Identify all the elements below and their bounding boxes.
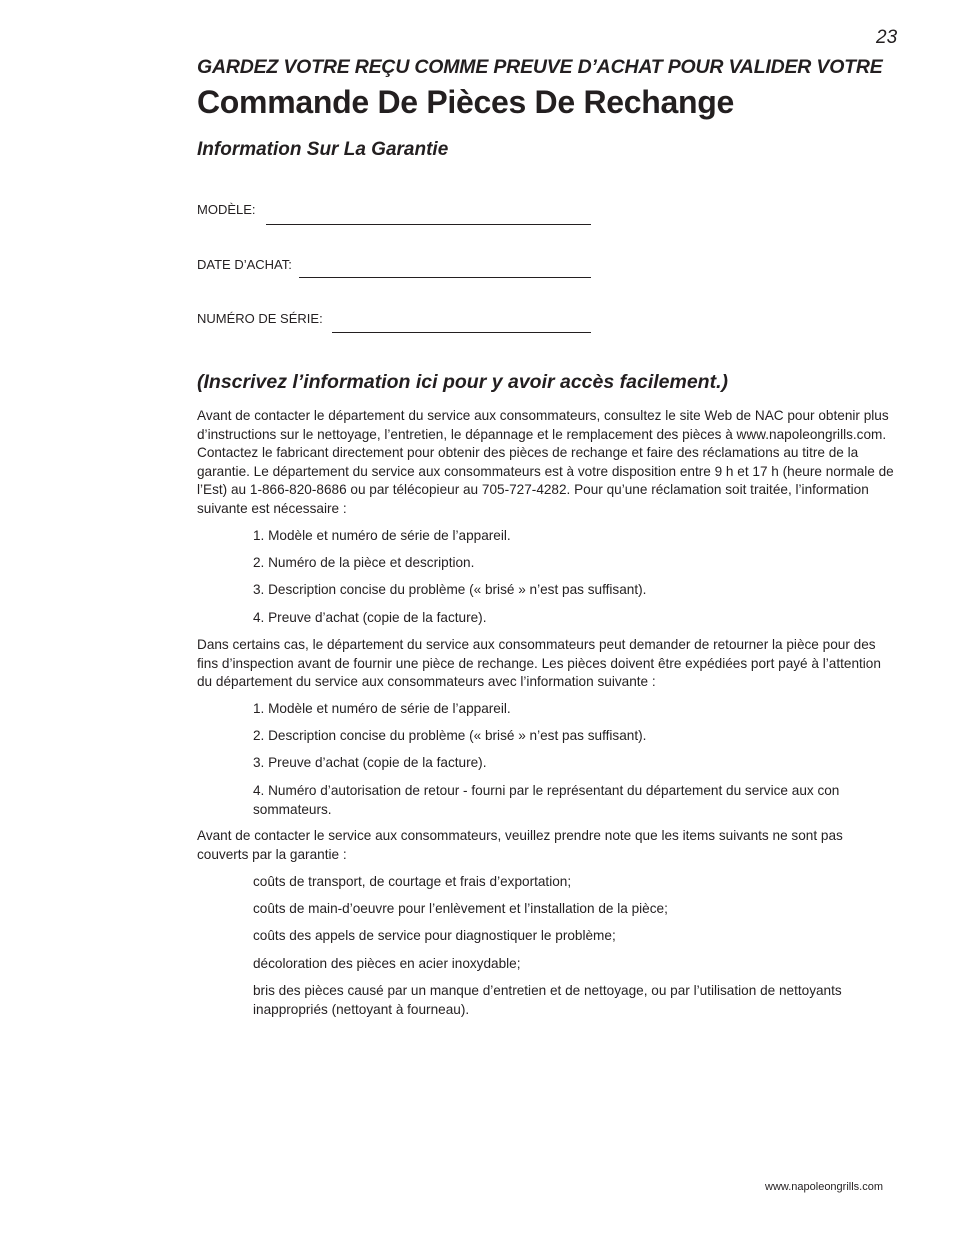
purchase-date-field[interactable]	[299, 277, 591, 278]
exclusions-intro: Avant de contacter le service aux consommateurs, veuillez prendre note que les items suivants ne sont pas couverts par la garantie :	[197, 828, 843, 862]
note-heading: (Inscrivez l’information ici pour y avoir accès facilement.)	[197, 371, 729, 393]
list-item: 4. Numéro d’autorisation de retour - fourni par le représentant du département du service aux con sommateurs.	[253, 783, 840, 817]
list-item: 3. Description concise du problème (« brisé » n’est pas suffisant).	[253, 582, 647, 597]
model-label: MODÈLE:	[197, 202, 256, 217]
list-item: 1. Modèle et numéro de série de l’appareil.	[253, 701, 511, 716]
list-item: 1. Modèle et numéro de série de l’appareil.	[253, 528, 511, 543]
serial-number-field[interactable]	[332, 332, 591, 333]
returns-paragraph: Dans certains cas, le département du service aux consommateurs peut demander de retourner la pièce pour des fins d’inspection avant de fournir une pièce de rechange. Les pièces doivent être expédiées port payé à l’attention du département du service aux consommateurs avec l’information suivante :	[197, 637, 881, 689]
list-item: 4. Preuve d’achat (copie de la facture).	[253, 610, 487, 625]
model-field[interactable]	[266, 224, 591, 225]
exclusion-item: coûts de transport, de courtage et frais d’exportation;	[253, 874, 572, 889]
list-item: 2. Numéro de la pièce et description.	[253, 555, 475, 570]
exclusion-item: coûts de main-d’oeuvre pour l’enlèvement et l’installation de la pièce;	[253, 901, 668, 916]
footer-url[interactable]: www.napoleongrills.com	[765, 1181, 883, 1193]
exclusion-item: décoloration des pièces en acier inoxydable;	[253, 956, 521, 971]
exclusion-item: coûts des appels de service pour diagnostiquer le problème;	[253, 928, 616, 943]
list-item: 3. Preuve d’achat (copie de la facture).	[253, 755, 487, 770]
page-number: 23	[876, 27, 898, 48]
page-title: Commande De Pièces De Rechange	[197, 84, 734, 120]
serial-number-label: NUMÉRO DE SÉRIE:	[197, 311, 323, 326]
exclusion-item: bris des pièces causé par un manque d’entretien et de nettoyage, ou par l’utilisation de nettoyants inappropriés (nettoyant à fourneau).	[253, 983, 842, 1017]
purchase-date-label: DATE D’ACHAT:	[197, 257, 292, 272]
intro-paragraph: Avant de contacter le département du service aux consommateurs, consultez le site Web de NAC pour obtenir plus d’instructions sur le nettoyage, l’entretien, le dépannage et le remplacement des pièces à www.napoleongrills.com. Contactez le fabricant directement pour obtenir des pièces de rechange et faire des réclamations au titre de la garantie. Le département du service aux consommateurs est à votre disposition entre 9 h et 17 h (heure normale de l’Est) au 1-866-820-8686 ou par télécopieur au 705-727-4282. Pour qu’une réclamation soit traitée, l’information suivante est nécessaire :	[197, 408, 894, 516]
header-caps-line: GARDEZ VOTRE REÇU COMME PREUVE D’ACHAT POUR VALIDER VOTRE	[197, 56, 883, 78]
list-item: 2. Description concise du problème (« brisé » n’est pas suffisant).	[253, 728, 647, 743]
section-subtitle: Information Sur La Garantie	[197, 139, 449, 160]
